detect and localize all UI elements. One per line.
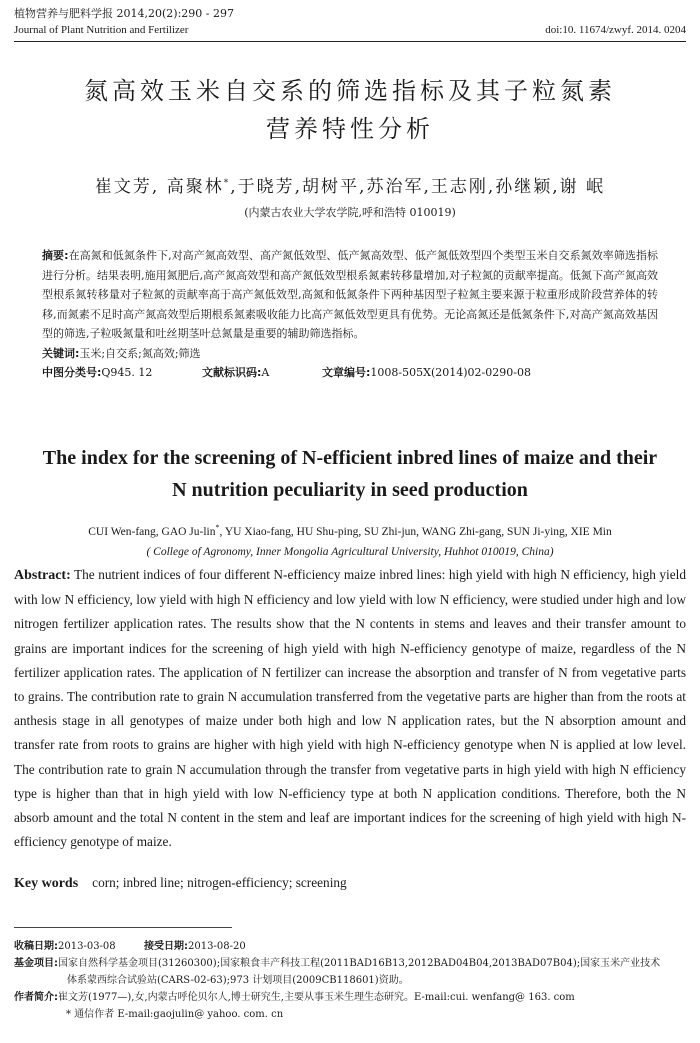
authors-en-rest: , YU Xiao-fang, HU Shu-ping, SU Zhi-jun, WANG Zhi-gang, SUN Ji-ying, XIE Min xyxy=(219,525,612,538)
journal-en: Journal of Plant Nutrition and Fertilizer xyxy=(14,24,189,36)
abstract-cn-text: 在高氮和低氮条件下,对高产氮高效型、高产氮低效型、低产氮高效型、低产氮低效型四个类型玉米自交系氮效率筛选指标进行分析。结果表明,施用氮肥后,高产氮高效型和高产氮低效型根系氮素转移量增加,对子粒氮的贡献率提高。低氮下高产氮高效型根系氮转移量对子粒氮的贡献率高于高产氮低效型,高氮和低氮条件下两种基因型子粒氮主要来源于粒重形成阶段营养体的转移,而氮素不足时高产氮高效型后期根系氮素吸收能力比高产氮低效型更具有优势。无论高氮还是低氮条件下,对高产氮高效基因型的筛选,子粒吸氮量和吐丝期茎叶总氮量是重要的辅助筛选指标。 xyxy=(42,249,658,340)
abstract-cn-body xyxy=(42,246,658,344)
abstract-en xyxy=(14,563,686,854)
abstract-en-label: Abstract: xyxy=(14,568,71,583)
header-rule xyxy=(14,41,686,42)
title-cn-line1: 氮高效玉米自交系的筛选指标及其子粒氮素 xyxy=(84,77,616,105)
article-no-label: 文章编号: xyxy=(322,366,371,379)
doc-code-label: 文献标识码: xyxy=(202,366,262,379)
classification-row xyxy=(42,363,658,383)
title-cn-line2: 营养特性分析 xyxy=(266,115,434,143)
clc-value: Q945. 12 xyxy=(101,366,153,379)
doi: doi:10. 11674/zwyf. 2014. 0204 xyxy=(545,24,686,36)
keywords-cn: 玉米;自交系;氮高效;筛选 xyxy=(79,346,201,360)
fund-label: 基金项目: xyxy=(14,958,58,969)
keywords-cn-label: 关键词: xyxy=(42,346,80,360)
authors-en xyxy=(0,523,700,538)
keywords-en-row xyxy=(14,875,686,892)
keywords-en: corn; inbred line; nitrogen-efficiency; screening xyxy=(92,875,347,890)
fund-row xyxy=(14,955,686,972)
footnote-rule xyxy=(14,927,232,928)
footnotes xyxy=(14,938,686,1023)
journal-cn: 植物营养与肥料学报 2014,20(2):290 - 297 xyxy=(14,7,234,20)
keywords-en-label: Key words xyxy=(14,876,79,891)
authors-cn-rest: ,于晓芳,胡树平,苏治军,王志刚,孙继颖,谢 岷 xyxy=(230,177,606,197)
abstract-cn-label: 摘要: xyxy=(42,249,69,262)
doc-code-value: A xyxy=(261,366,270,379)
article-no-value: 1008-505X(2014)02-0290-08 xyxy=(370,366,531,379)
author-cn-1: 崔文芳, xyxy=(94,177,160,197)
abstract-cn xyxy=(42,246,658,383)
author-bio-label: 作者简介: xyxy=(14,992,58,1003)
fund-line1: 国家自然科学基金项目(31260300);国家粮食丰产科技工程(2011BAD16B13,2012BAD04B04,2013BAD07B04);国家玉米产业技术 xyxy=(58,958,661,969)
corresponding-email: * 通信作者 E-mail:gaojulin@ yahoo. com. cn xyxy=(66,1009,284,1020)
author-bio: 崔文芳(1977—),女,内蒙古呼伦贝尔人,博士研究生,主要从事玉米生理生态研究。E-mail:cui. wenfang@ 163. com xyxy=(58,992,575,1003)
title-cn xyxy=(0,72,700,148)
received-date: 2013-03-08 xyxy=(58,941,116,952)
corresponding-mark-en: * xyxy=(215,523,220,532)
keywords-cn-row xyxy=(42,344,658,364)
title-en-line2: N nutrition peculiarity in seed production xyxy=(172,479,528,501)
accepted-label: 接受日期: xyxy=(144,941,189,952)
abstract-en-text: The nutrient indices of four different N-efficiency maize inbred lines: high yield with high N efficiency, high yield with low N efficiency, low yield with high N efficiency and low yield with low N efficiency, were studied under high and low nitrogen fertilizer application rates. The results show that the N contents in stems and leaves and their transfer amount to grains are important indices for the screening of high yield with high N-efficiency genotype of maize, regardless of the N fertilizer application rates. The application of N fertilizer can increase the absorption and transfer of N from vegetative parts to grains. The contribution rate to grain N accumulation transferred from the vegetative parts are higher than from the roots at anthesis stage in all genotypes of maize under both high and low N application rates, but the N absorption amount and transfer rate from roots to grains are higher with high yield with high N-efficiency genotype when N is applied at low level. The contribution rate to grain N accumulation through the transfer from vegetative parts in high yield with high N efficiency type is higher than that in high yield with low N-efficiency type at both N application conditions. Therefore, both the N absorb amount and the total N content in the stem and leaf are important indices for the screening of high yield with high N-efficiency genotype of maize. xyxy=(14,567,686,850)
page-header xyxy=(14,6,686,46)
title-en xyxy=(20,442,680,506)
corresponding-mark-cn: * xyxy=(223,178,231,189)
received-label: 收稿日期: xyxy=(14,941,58,952)
author-cn-2: 高聚林 xyxy=(166,177,224,197)
fund-line2: 体系蒙西综合试验站(CARS-02-63);973 计划项目(2009CB118601)资助。 xyxy=(67,975,409,986)
title-en-line1: The index for the screening of N-efficient inbred lines of maize and their xyxy=(42,447,658,469)
author-bio-row xyxy=(14,989,686,1006)
dates-row xyxy=(14,938,686,955)
authors-cn xyxy=(0,172,700,197)
affiliation-en: ( College of Agronomy, Inner Mongolia Agricultural University, Huhhot 010019, China) xyxy=(146,546,554,558)
authors-en-lead: CUI Wen-fang, GAO Ju-lin xyxy=(88,525,216,538)
accepted-date: 2013-08-20 xyxy=(188,941,246,952)
affiliation-cn: (内蒙古农业大学农学院,呼和浩特 010019) xyxy=(244,206,456,219)
clc-label: 中图分类号: xyxy=(42,366,102,379)
journal-line-en xyxy=(14,22,686,38)
